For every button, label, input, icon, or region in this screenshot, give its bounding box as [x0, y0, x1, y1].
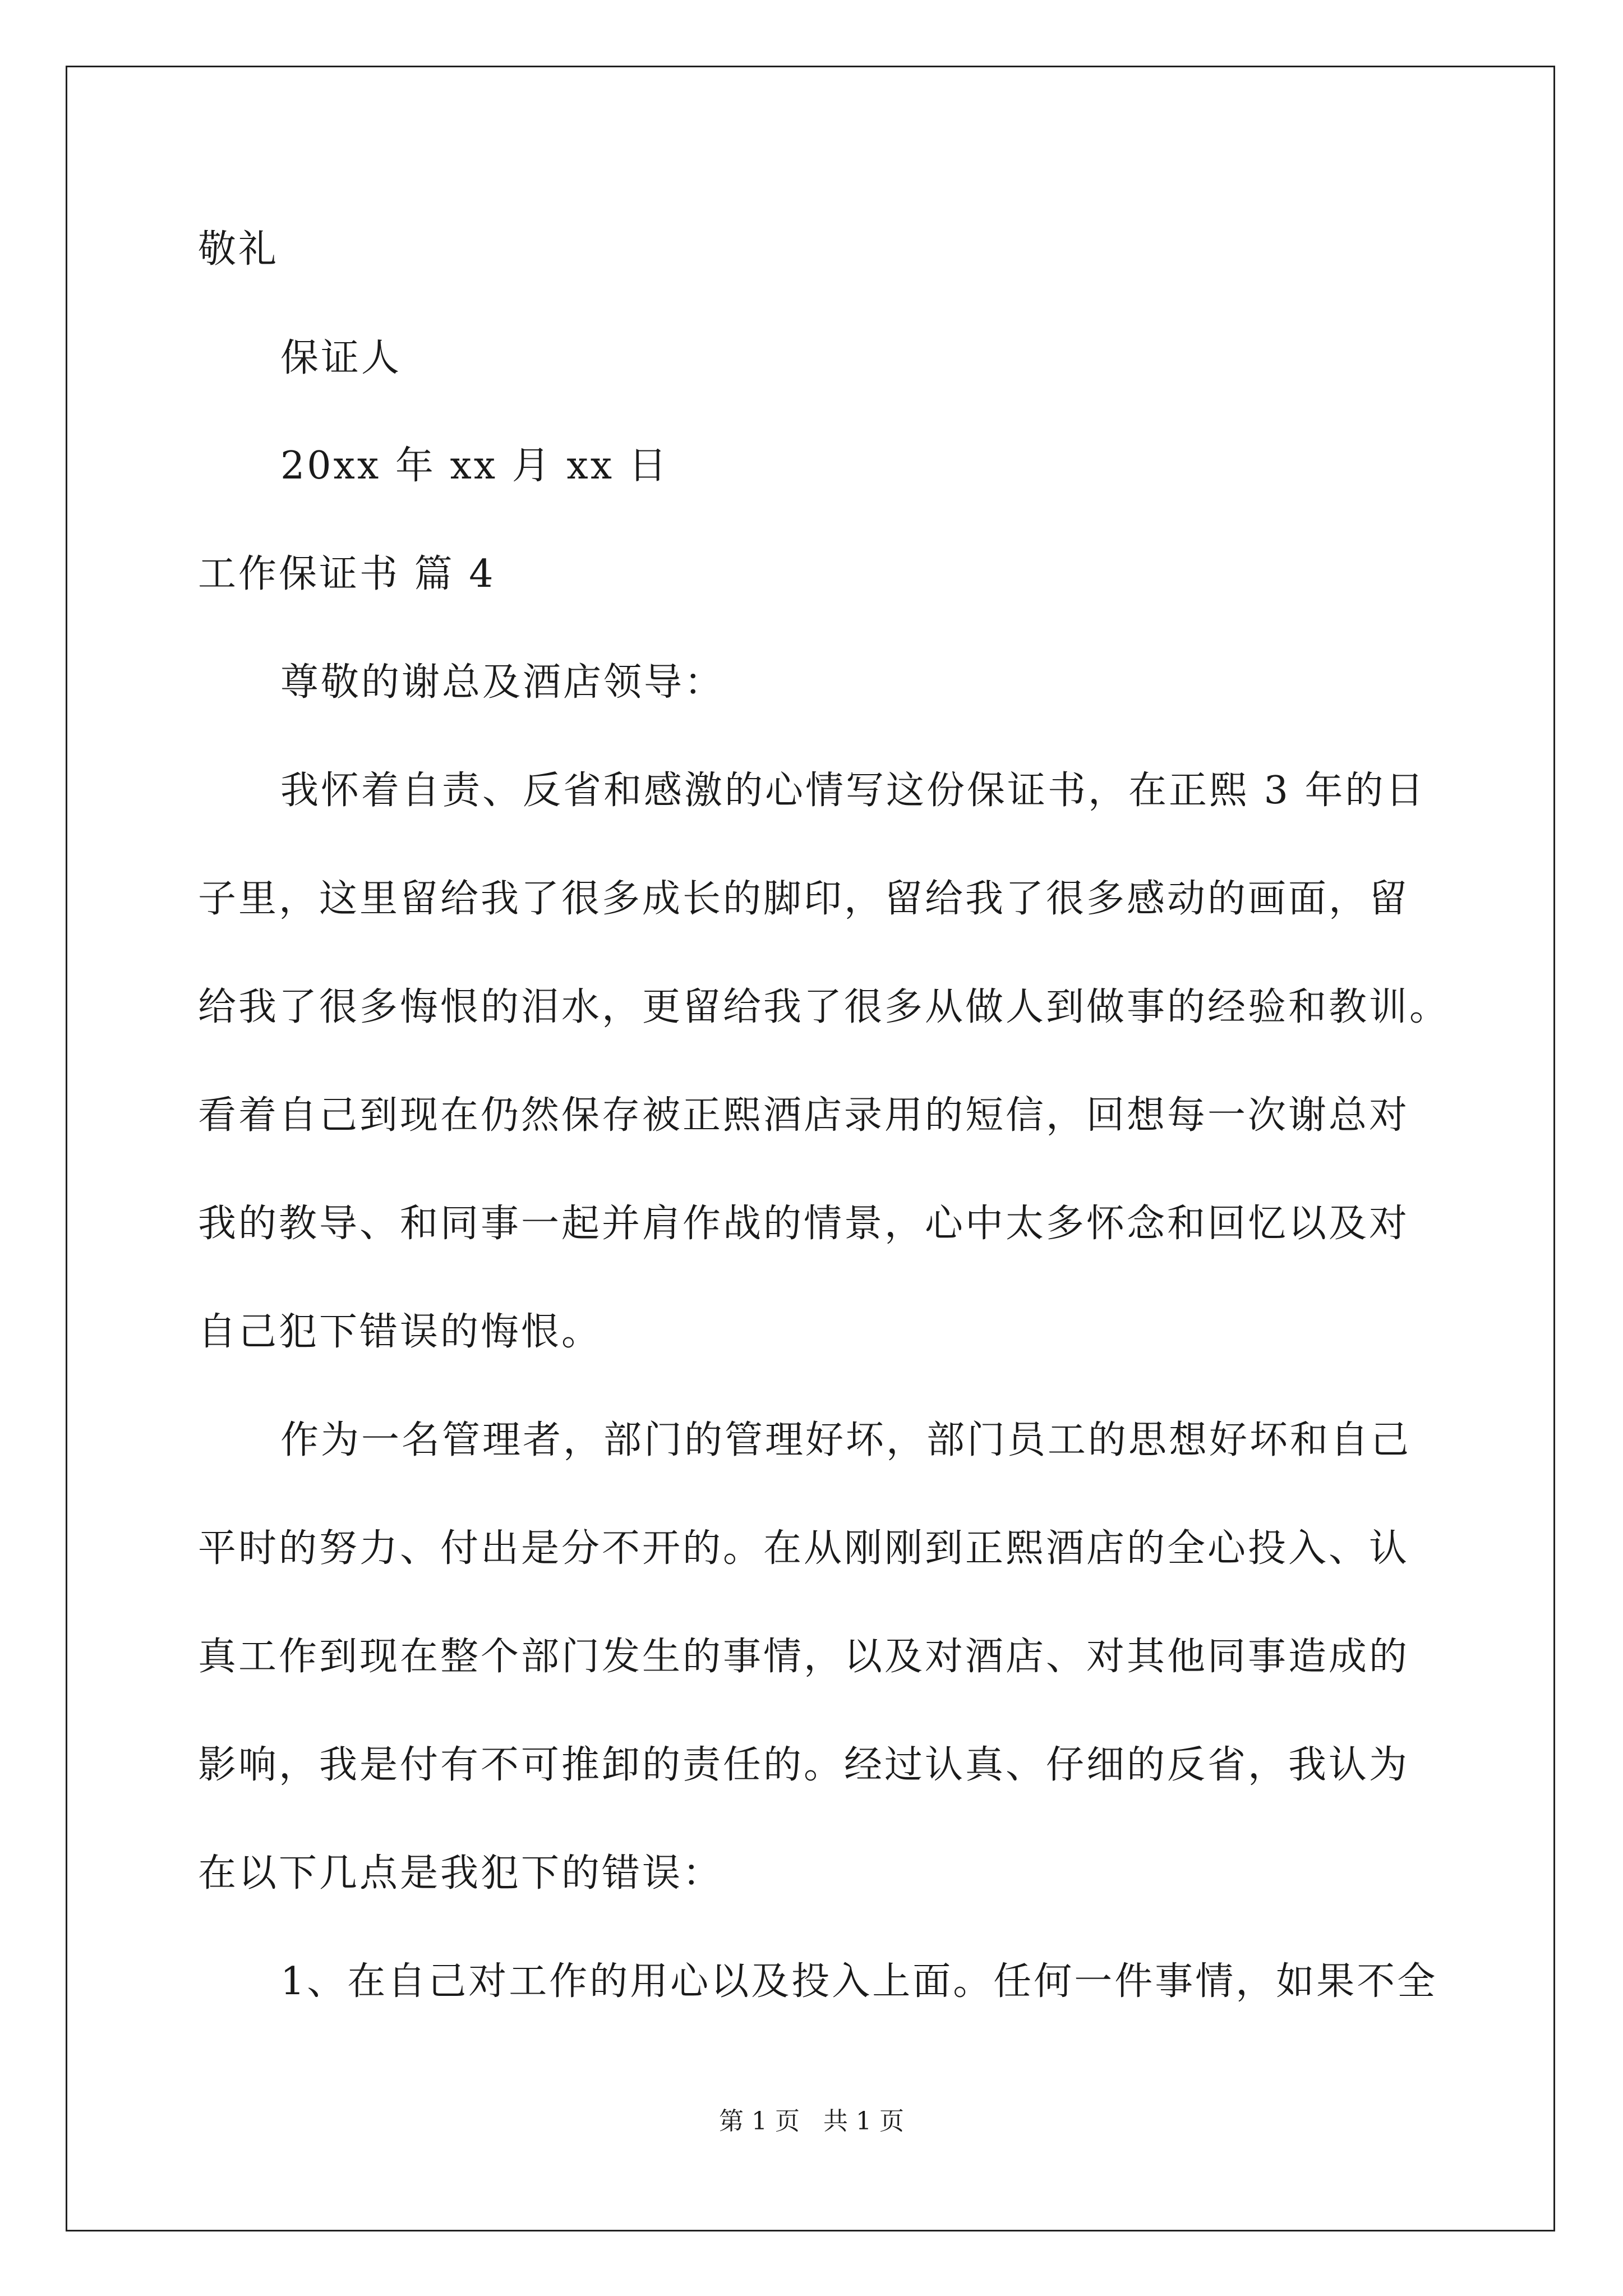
- body-line: 影响，我是付有不可推卸的责任的。经过认真、仔细的反省，我认为: [198, 1743, 1410, 1787]
- body-line: 自己犯下错误的悔恨。: [198, 1310, 602, 1354]
- signer-label: 保证人: [280, 336, 402, 380]
- body-line: 我的教导、和同事一起并肩作战的情景，心中太多怀念和回忆以及对: [198, 1202, 1410, 1246]
- body-line: 看着自己到现在仍然保存被正熙酒店录用的短信，回想每一次谢总对: [198, 1093, 1410, 1138]
- body-line: 平时的努力、付出是分不开的。在从刚刚到正熙酒店的全心投入、认: [198, 1526, 1410, 1571]
- page-footer: 第 1 页 共 1 页: [719, 2107, 904, 2136]
- body-line: 1、在自己对工作的用心以及投入上面。任何一件事情，如果不全: [280, 1959, 1438, 2004]
- body-line: 真工作到现在整个部门发生的事情，以及对酒店、对其他同事造成的: [198, 1635, 1410, 1679]
- body-line: 在以下几点是我犯下的错误：: [198, 1851, 723, 1895]
- section-title: 工作保证书 篇 4: [198, 552, 496, 596]
- body-line: 子里，这里留给我了很多成长的脚印，留给我了很多感动的画面，留: [198, 877, 1410, 921]
- body-line: 作为一名管理者，部门的管理好坏，部门员工的思想好坏和自己: [280, 1418, 1412, 1462]
- date-text: 20xx 年 xx 月 xx 日: [280, 444, 669, 488]
- closing-text: 敬礼: [198, 227, 279, 272]
- body-line: 给我了很多悔恨的泪水，更留给我了很多从做人到做事的经验和教训。: [198, 985, 1450, 1029]
- salutation: 尊敬的谢总及酒店领导：: [280, 660, 725, 705]
- body-line: 我怀着自责、反省和感激的心情写这份保证书，在正熙 3 年的日: [280, 769, 1426, 813]
- page-border: [66, 66, 1555, 2231]
